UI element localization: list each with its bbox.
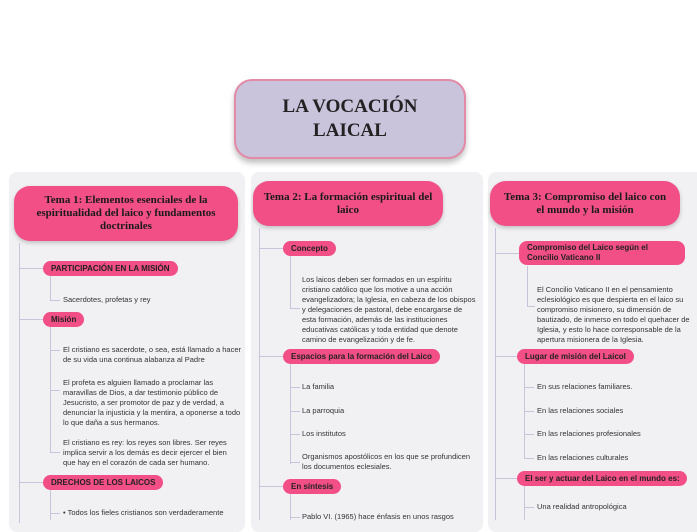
connector <box>495 478 517 479</box>
topic1-sub-participacion[interactable] <box>43 261 178 276</box>
connector <box>50 490 51 520</box>
topic3-node[interactable] <box>490 181 680 226</box>
root-title-line2: LAICAL <box>313 120 387 141</box>
connector <box>290 387 300 388</box>
sub-label: Misión <box>51 315 77 324</box>
topic2-sub-sintesis[interactable] <box>283 479 341 494</box>
connector <box>524 387 534 388</box>
list-item: Los laicos deben ser formados en un espíritu cristiano católico que los motive a una acción evangelizadora; la Iglesia, en cabeza de los obispos y delegaciones de pastoral, debe encargarse de esta formación, además de las instituciones educativas católicas y toda entidad que denote camino de evangelización y de fe. <box>302 275 476 344</box>
connector <box>50 390 60 391</box>
sub-label: PARTICIPACIÓN EN LA MISIÓN <box>51 264 170 273</box>
connector <box>290 364 291 464</box>
topic2-sub-concepto[interactable] <box>283 241 336 256</box>
sub-label: Compromiso del Laico según el Concilio Vaticano II <box>527 243 648 262</box>
topic1-node[interactable] <box>14 186 238 241</box>
topic2-sub-espacios[interactable] <box>283 349 440 364</box>
list-item: La parroquia <box>302 406 345 415</box>
sub-label: Concepto <box>291 244 328 253</box>
connector <box>19 482 43 483</box>
sub-label: El ser y actuar del Laico en el mundo es: <box>525 474 680 483</box>
topic3-connector <box>495 228 496 520</box>
connector <box>524 434 534 435</box>
connector <box>290 517 300 518</box>
list-item: Sacerdotes, profetas y rey <box>63 295 151 304</box>
sub-label: DRECHOS DE LOS LAICOS <box>51 478 156 487</box>
list-item: El profeta es alguien llamado a proclamar las maravillas de Dios, a dar testimonio público de Jesucristo, a ser promotor de paz y de verdad, a denunciar la injusticia y la mentira, a oponerse a todo lo que daña a sus hermanos. <box>63 378 241 427</box>
connector <box>495 253 519 254</box>
topic3-sub-compromiso[interactable] <box>519 241 685 265</box>
topic1-title: Tema 1: Elementos esenciales de la espiritualidad del laico y fundamentos doctrinales <box>36 194 216 232</box>
connector <box>50 452 60 453</box>
connector <box>524 486 525 520</box>
list-item: Organismos apostólicos en los que se profundicen los documentos eclesiales. <box>302 452 471 471</box>
list-item: El Concilio Vaticano II en el pensamiento eclesiológico es que despierta en el laico su compromiso misionero, su dimensión de bautizado, de inmerso en todo el quehacer de Iglesia, y esto lo hace corresponsable de la apertura misionera de la Iglesia. <box>537 285 690 344</box>
connector <box>50 300 60 301</box>
sub-label: Lugar de misión del Laicol <box>525 352 626 361</box>
list-item: Pablo VI. (1965) hace énfasis en unos rasgos <box>302 512 454 521</box>
list-item: En sus relaciones familiares. <box>537 382 633 391</box>
sub-label: Espacios para la formación del Laico <box>291 352 432 361</box>
connector <box>50 513 60 514</box>
connector <box>50 276 51 300</box>
sub-label: En síntesis <box>291 482 334 491</box>
connector <box>19 319 43 320</box>
connector <box>290 256 291 308</box>
topic1-sub-derechos[interactable] <box>43 475 163 490</box>
connector <box>259 486 283 487</box>
list-item: En las relaciones sociales <box>537 406 624 415</box>
list-item: El cristiano es sacerdote, o sea, está llamado a hacer de su vida una continua alabanza al Padre <box>63 345 242 364</box>
connector <box>290 308 300 309</box>
list-item: Los institutos <box>302 429 346 438</box>
connector <box>290 411 300 412</box>
connector <box>524 507 534 508</box>
list-item: En las relaciones culturales <box>537 453 629 462</box>
list-item: La familia <box>302 382 335 391</box>
connector <box>290 462 300 463</box>
topic1-sub-mision[interactable] <box>43 312 84 327</box>
topic2-connector <box>259 228 260 520</box>
list-item: • Todos los fieles cristianos son verdaderamente <box>63 508 224 517</box>
connector <box>527 306 535 307</box>
topic2-node[interactable] <box>253 181 443 226</box>
connector <box>527 266 528 306</box>
topic2-title: Tema 2: La formación espiritual del laico <box>263 190 433 216</box>
connector <box>495 356 517 357</box>
topic3-sub-lugar[interactable] <box>517 349 634 364</box>
connector <box>524 411 534 412</box>
connector <box>19 268 43 269</box>
connector <box>259 356 283 357</box>
connector <box>259 248 283 249</box>
topic1-connector <box>19 243 20 523</box>
root-node[interactable] <box>234 79 466 159</box>
list-item: El cristiano es rey: los reyes son libres. Ser reyes implica servir a los demás es decir ejercer el bien que hay en el corazón de cada ser humano. <box>63 438 227 467</box>
root-title-line1: LA VOCACIÓN <box>282 96 418 117</box>
connector <box>524 458 534 459</box>
connector <box>290 434 300 435</box>
list-item: En las relaciones profesionales <box>537 429 641 438</box>
list-item: Una realidad antropológica <box>537 502 627 511</box>
topic3-sub-ser-actuar[interactable] <box>517 471 687 486</box>
topic3-title: Tema 3: Compromiso del laico con el mundo y la misión <box>503 190 667 216</box>
connector <box>50 350 60 351</box>
